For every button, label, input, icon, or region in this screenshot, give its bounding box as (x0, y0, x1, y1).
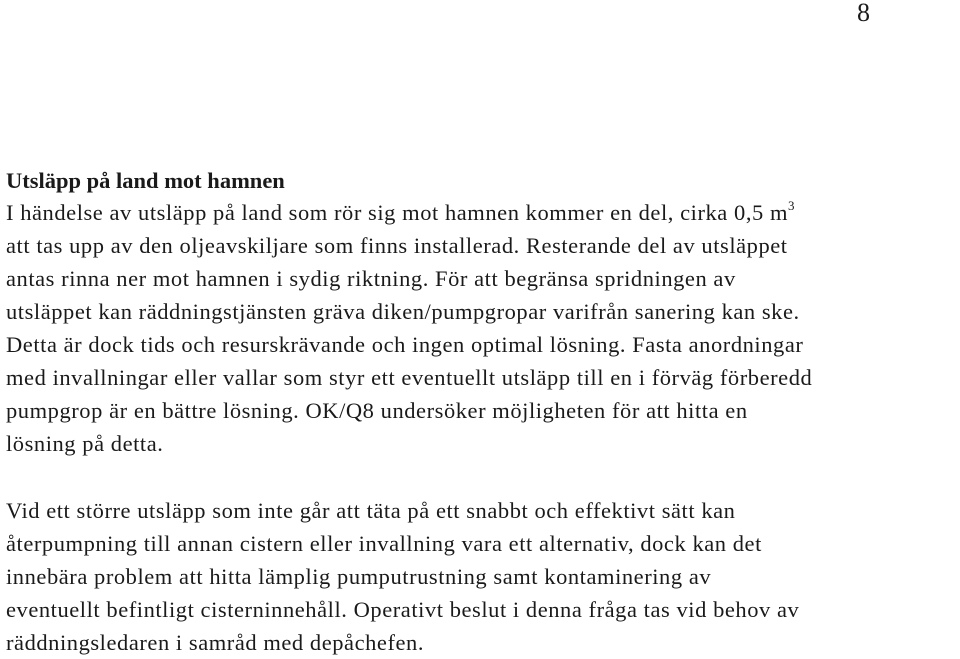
paragraph-line: utsläppet kan räddningstjänsten gräva diken/pumpgropar varifrån sanering kan ske. (6, 299, 800, 324)
paragraph-line: Vid ett större utsläpp som inte går att täta på ett snabbt och effektivt sätt kan (6, 498, 736, 523)
paragraph-line: pumpgrop är en bättre lösning. OK/Q8 undersöker möjligheten för att hitta en (6, 398, 748, 423)
paragraph-line: eventuellt befintligt cisterninnehåll. Operativt beslut i denna fråga tas vid behov av (6, 597, 800, 622)
paragraph-line: med invallningar eller vallar som styr ett eventuellt utsläpp till en i förväg förberedd (6, 365, 813, 390)
section-heading: Utsläpp på land mot hamnen (6, 168, 285, 193)
paragraph-line: antas rinna ner mot hamnen i sydig riktning. För att begränsa spridningen av (6, 266, 736, 291)
paragraph-line (6, 196, 795, 229)
paragraph-line: Detta är dock tids och resurskrävande och ingen optimal lösning. Fasta anordningar (6, 332, 804, 357)
paragraph-line: att tas upp av den oljeavskiljare som finns installerad. Resterande del av utsläppet (6, 233, 788, 258)
paragraph-line: innebära problem att hitta lämplig pumputrustning samt kontaminering av (6, 564, 712, 589)
paragraph-line: räddningsledaren i samråd med depåchefen. (6, 630, 425, 655)
paragraph-line: lösning på detta. (6, 431, 164, 456)
page-number: 8 (857, 0, 870, 27)
paragraph-line-text: I händelse av utsläpp på land som rör sig mot hamnen kommer en del, cirka 0,5 m (6, 200, 789, 225)
paragraph-line: återpumpning till annan cistern eller invallning vara ett alternativ, dock kan det (6, 531, 762, 556)
superscript: 3 (788, 198, 796, 213)
